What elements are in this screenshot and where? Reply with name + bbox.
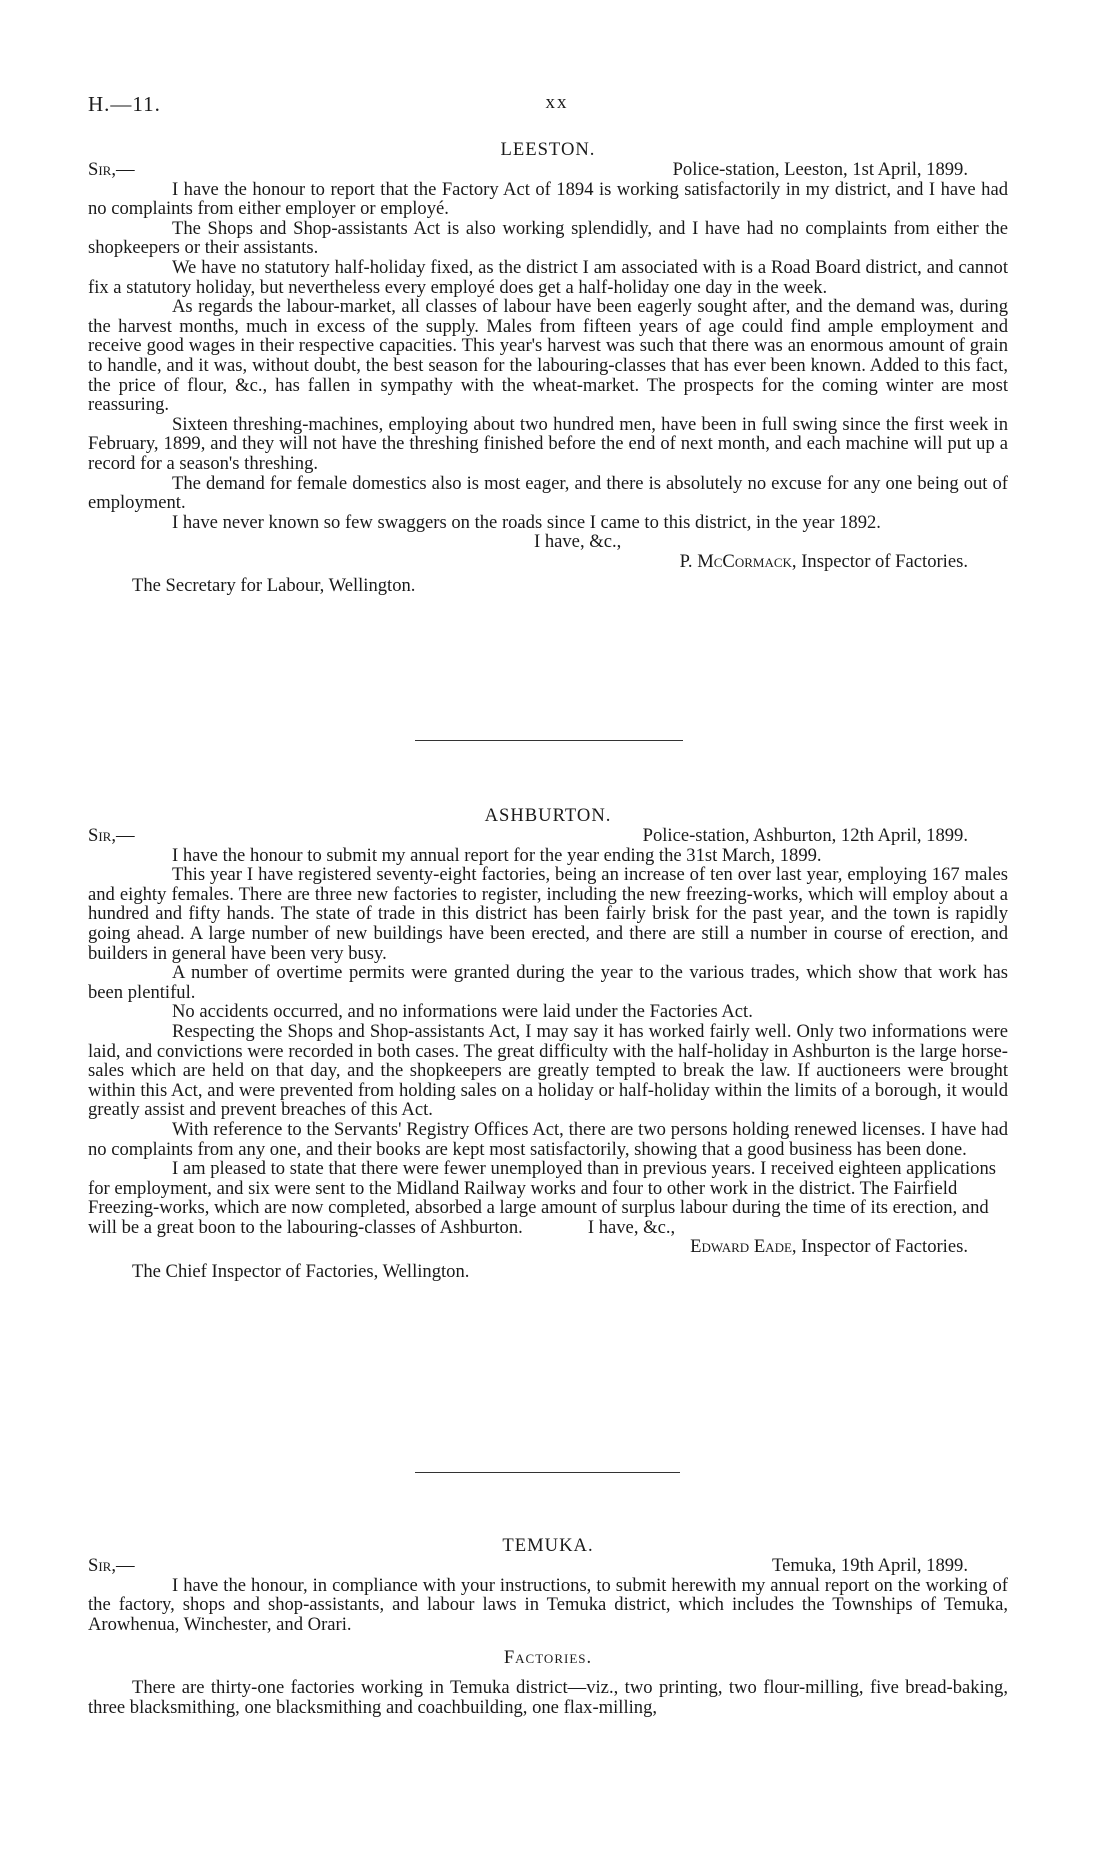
ashburton-paragraph: Respecting the Shops and Shop-assistants Act, I may say it has worked fairly well. Only two informations were laid, and convictions were recorded in both cases. The great difficulty with the half-holiday in Ashburton is the large horse-sales which are held on that day, and the shopkeepers are greatly tempted to break the law. If auctioneers were brought within this Act, and were prevented from holding sales on a holiday or half-holiday within the limits of a borough, it would greatly assist and prevent breaches of this Act. xyxy=(88,1020,1008,1121)
leeston-section xyxy=(88,140,1008,596)
ashburton-closing: I have, &c., xyxy=(587,1216,676,1238)
section-divider xyxy=(415,740,683,741)
leeston-signature xyxy=(88,552,1008,572)
ashburton-salutation: Sir,— xyxy=(88,824,135,846)
leeston-place-date: Police-station, Leeston, 1st April, 1899. xyxy=(672,158,968,180)
leeston-paragraph: The demand for female domestics also is most eager, and there is absolutely no excuse for any one being out of employment. xyxy=(88,472,1008,514)
leeston-paragraph: We have no statutory half-holiday fixed, as the district I am associated with is a Road Board district, and cannot fix a statutory holiday, but nevertheless every employé does get a half-holiday one day in the week. xyxy=(88,256,1008,298)
leeston-salutation: Sir,— xyxy=(88,158,135,180)
leeston-signatory-title: Inspector of Factories. xyxy=(801,550,968,572)
ashburton-signatory-title: Inspector of Factories. xyxy=(801,1236,968,1258)
leeston-paragraph: I have the honour to report that the Factory Act of 1894 is working satisfactorily in my district, and I have had no complaints from either employer or employé. xyxy=(88,178,1008,220)
page-number: xx xyxy=(545,92,569,113)
ashburton-title: ASHBURTON. xyxy=(484,805,612,826)
leeston-signatory-name: P. McCormack, xyxy=(679,550,797,572)
leeston-salutation-line xyxy=(88,160,1008,180)
ashburton-place-date: Police-station, Ashburton, 12th April, 1899. xyxy=(642,824,968,846)
ashburton-paragraph: A number of overtime permits were granted during the year to the various trades, which show that work has been plentiful. xyxy=(88,962,1008,1003)
section-divider xyxy=(415,1472,680,1473)
temuka-factories-paragraph: There are thirty-one factories working in Temuka district—viz., two printing, two flour-milling, five bread-baking, three blacksmithing, one blacksmithing and coachbuilding, one flax-milling, xyxy=(88,1676,1008,1718)
temuka-paragraph: I have the honour, in compliance with your instructions, to submit herewith my annual report on the working of the factory, shops and shop-assistants, and labour laws in Temuka district, which includes the Townships of Temuka, Arowhenua, Winchester, and Orari. xyxy=(88,1574,1008,1635)
ashburton-salutation-line xyxy=(88,826,1008,846)
temuka-place-date: Temuka, 19th April, 1899. xyxy=(772,1554,968,1576)
leeston-paragraph: I have never known so few swaggers on the roads since I came to this district, in the year 1892. xyxy=(172,511,881,533)
leeston-closing: I have, &c., xyxy=(534,531,622,553)
temuka-section xyxy=(88,1536,1008,1717)
report-reference: H.—11. xyxy=(88,92,161,116)
temuka-subheading: Factories. xyxy=(503,1647,593,1669)
ashburton-paragraph: No accidents occurred, and no informations were laid under the Factories Act. xyxy=(172,1001,753,1023)
temuka-salutation: Sir,— xyxy=(88,1554,135,1576)
ashburton-paragraph xyxy=(88,1159,1008,1237)
ashburton-paragraph: With reference to the Servants' Registry Offices Act, there are two persons holding renewed licenses. I have had no complaints from any one, and their books are kept most satisfactorily, showing that a good business has been done. xyxy=(88,1118,1008,1160)
leeston-paragraph: As regards the labour-market, all classes of labour have been eagerly sought after, and the demand was, during the harvest months, much in excess of the supply. Males from fifteen years of age could find ample employment and receive good wages in their respective capacities. This year's harvest was such that there was an enormous amount of grain to handle, and it was, without doubt, the best season for the labouring-classes that has ever been known. Added to this fact, the price of flour, &c., has fallen in sympathy with the wheat-market. The prospects for the coming winter are most reassuring. xyxy=(88,296,1008,416)
leeston-paragraph: Sixteen threshing-machines, employing about two hundred men, have been in full swing since the first week in February, 1899, and they will not have the threshing finished before the end of next month, and each machine will put up a record for a season's threshing. xyxy=(88,413,1008,474)
temuka-salutation-line xyxy=(88,1556,1008,1576)
ashburton-signature xyxy=(88,1237,1008,1257)
ashburton-section xyxy=(88,806,1008,1282)
leeston-title: LEESTON. xyxy=(500,139,596,160)
ashburton-paragraph: This year I have registered seventy-eight factories, being an increase of ten over last year, employing 167 males and eighty females. There are three new factories to register, including the new freezing-works, which will employ about a hundred and fifty hands. The state of trade in this district has been fairly brisk for the past year, and the town is rapidly going ahead. A large number of new buildings have been erected, and there are still a number in course of erection, and builders in general have been very busy. xyxy=(88,864,1008,964)
leeston-paragraph: The Shops and Shop-assistants Act is also working splendidly, and I have had no complaints from either the shopkeepers or their assistants. xyxy=(88,217,1008,259)
ashburton-paragraph-text: I am pleased to state that there were fewer unemployed than in previous years. I received eighteen applications for employment, and six were sent to the Midland Railway works and four to other work in the district. The Fairfield Freezing-works, which are now completed, absorbed a large amount of surplus labour during the time of its erection, and will be a great boon to the labouring-classes of Ashburton. xyxy=(88,1158,996,1238)
ashburton-addressee: The Chief Inspector of Factories, Wellington. xyxy=(132,1261,470,1283)
temuka-title: TEMUKA. xyxy=(502,1535,594,1556)
ashburton-signatory-name: Edward Eade, xyxy=(690,1236,797,1258)
ashburton-paragraph: I have the honour to submit my annual report for the year ending the 31st March, 1899. xyxy=(172,844,822,866)
leeston-addressee: The Secretary for Labour, Wellington. xyxy=(132,575,416,597)
